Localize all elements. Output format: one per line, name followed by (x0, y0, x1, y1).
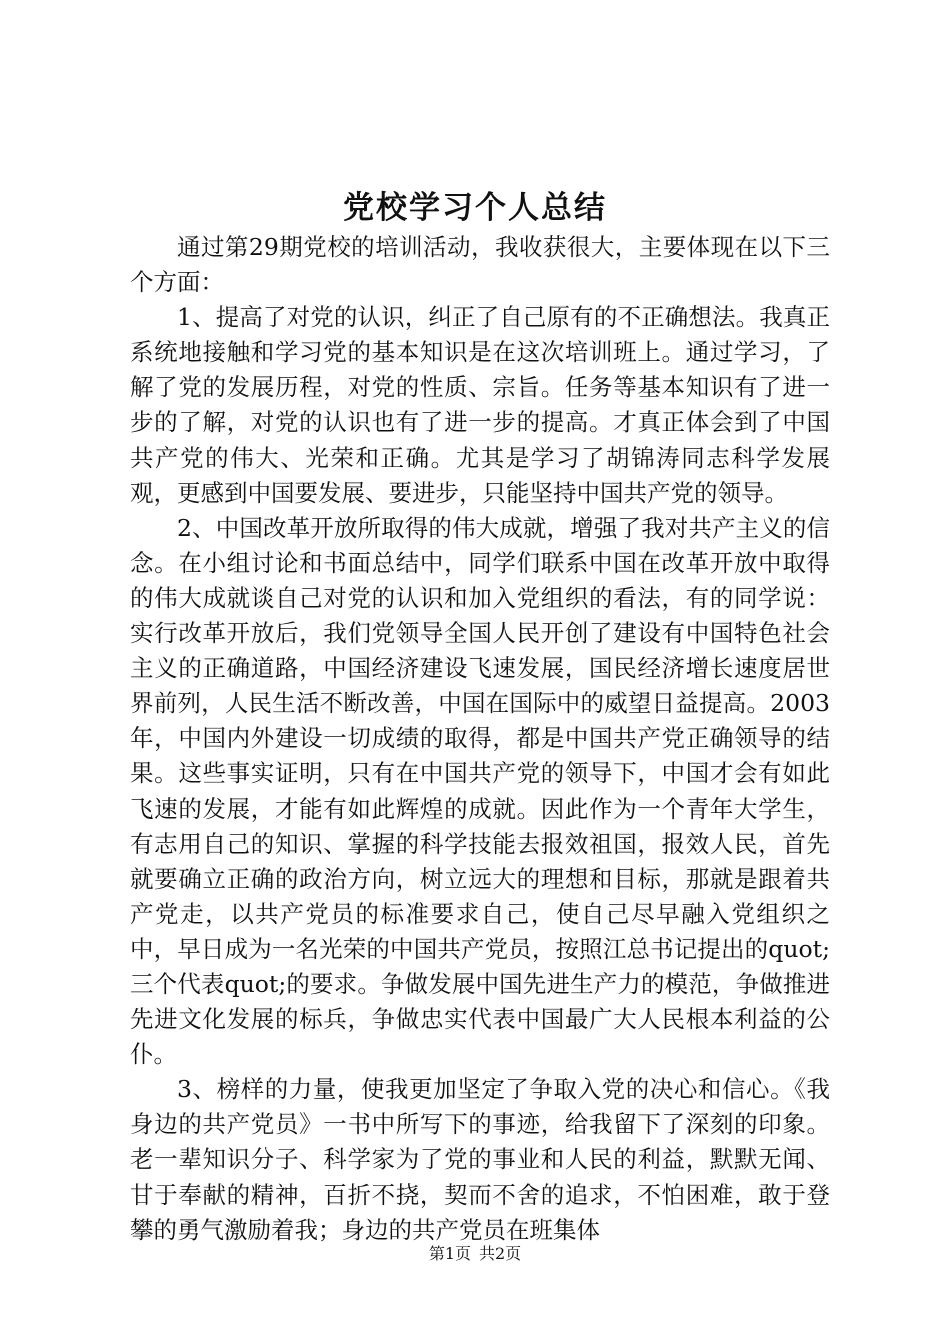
page-number: 第1页 (428, 1244, 471, 1263)
document-title: 党校学习个人总结 (343, 190, 607, 226)
page-footer (0, 1243, 950, 1265)
paragraph-point-1: 1、提高了对党的认识，纠正了自己原有的不正确想法。我真正系统地接触和学习党的基本知识是在这次培训班上。通过学习，了解了党的发展历程，对党的性质、宗旨。任务等基本知识有了进一步的了解，对党的认识也有了进一步的提高。才真正体会到了中国共产党的伟大、光荣和正确。尤其是学习了胡锦涛同志科学发展观，更感到中国要发展、要进步，只能坚持中国共产党的领导。 (130, 303, 830, 507)
paragraph-point-3: 3、榜样的力量，使我更加坚定了争取入党的决心和信心。《我身边的共产党员》一书中所写下的事迹，给我留下了深刻的印象。老一辈知识分子、科学家为了党的事业和人民的利益，默默无闻、甘于奉献的精神，百折不挠，契而不舍的追求，不怕困难，敢于登攀的勇气激励着我；身边的共产党员在班集体 (130, 1075, 830, 1244)
document-body (130, 230, 830, 1248)
page-total: 共2页 (479, 1244, 522, 1263)
paragraph-point-2: 2、中国改革开放所取得的伟大成就，增强了我对共产主义的信念。在小组讨论和书面总结中，同学们联系中国在改革开放中取得的伟大成就谈自己对党的认识和加入党组织的看法，有的同学说：实行改革开放后，我们党领导全国人民开创了建设有中国特色社会主义的正确道路，中国经济建设飞速发展，国民经济增长速度居世界前列，人民生活不断改善，中国在国际中的威望日益提高。2003年，中国内外建设一切成绩的取得，都是中国共产党正确领导的结果。这些事实证明，只有在中国共产党的领导下，中国才会有如此飞速的发展，才能有如此辉煌的成就。因此作为一个青年大学生，有志用自己的知识、掌握的科学技能去报效祖国，报效人民，首先就要确立正确的政治方向，树立远大的理想和目标，那就是跟着共产党走，以共产党员的标准要求自己，使自己尽早融入党组织之中，早日成为一名光荣的中国共产党员，按照江总书记提出的quot;三个代表quot;的要求。争做发展中国先进生产力的模范，争做推进先进文化发展的标兵，争做忠实代表中国最广大人民根本利益的公仆。 (130, 513, 830, 1069)
paragraph-intro: 通过第29期党校的培训活动，我收获很大，主要体现在以下三个方面： (130, 233, 830, 297)
